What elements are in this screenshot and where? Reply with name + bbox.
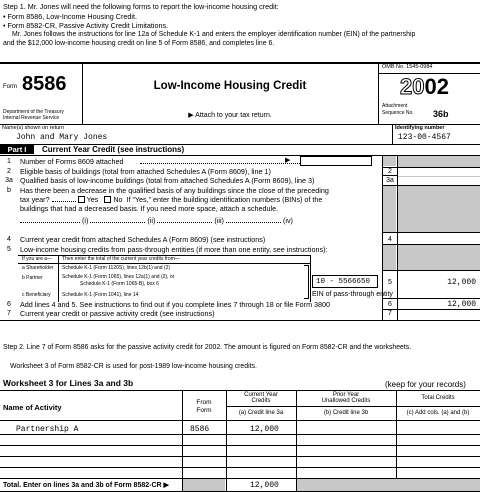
yes-checkbox[interactable] xyxy=(78,196,85,203)
omb-number: OMB No. 1545-0984 xyxy=(382,64,433,70)
bullet-form-8586: • Form 8586, Low-Income Housing Credit. xyxy=(3,13,137,21)
form-word: Form xyxy=(3,84,17,90)
lineb-text3: buildings that had a decreased basis. If you need more space, attach a schedule. xyxy=(20,204,279,213)
names-value[interactable]: John and Mary Jones xyxy=(16,133,108,142)
note-line2: and the $12,000 low-income housing credit on line 5 of Form 8586, and completes line 6. xyxy=(3,40,275,47)
l5-b-text1: Schedule K-1 (Form 1065), lines 12a(1) and (2), or xyxy=(62,274,175,280)
no-checkbox[interactable] xyxy=(104,196,111,203)
step2-text2: Worksheet 3 of Form 8582-CR is used for post-1989 low-income housing credits. xyxy=(10,363,257,370)
no-label: No xyxy=(113,195,123,204)
lineb-text1: Has there been a decrease in the qualified basis of any buildings since the close of the preceding xyxy=(20,186,329,195)
line2-box-number: 2 xyxy=(383,168,397,176)
col-from-1: From xyxy=(196,399,212,406)
dept-irs: Internal Revenue Service xyxy=(3,115,60,121)
col-prior-1: Prior Year xyxy=(332,392,360,398)
line7-text: Current year credit or passive activity credit (see instructions) xyxy=(20,309,215,318)
worksheet-keep: (keep for your records) xyxy=(385,380,466,389)
line6-box-number: 6 xyxy=(388,301,392,308)
lineb-text2: tax year? Yes No If “Yes,” enter the building identification numbers (BINs) of the xyxy=(20,195,323,204)
worksheet-title: Worksheet 3 for Lines 3a and 3b xyxy=(3,378,134,388)
line4-number: 4 xyxy=(7,236,11,243)
l5-c-text: Schedule K-1 (Form 1041), line 14 xyxy=(62,292,139,298)
col-total-sub: (c) Add cols. (a) and (b) xyxy=(406,410,470,416)
line5-box-number: 5 xyxy=(388,279,392,286)
form-title: Low-Income Housing Credit xyxy=(153,80,307,92)
l5-c-label: c Beneficiary xyxy=(22,292,51,298)
arrow-icon: ▶ xyxy=(163,482,169,489)
line7-number: 7 xyxy=(7,310,11,317)
sequence-number: 36b xyxy=(433,109,449,119)
id-value[interactable]: 123-00-4567 xyxy=(398,133,451,142)
line5-amount[interactable]: 12,000 xyxy=(447,278,476,287)
line6-amount[interactable]: 12,000 xyxy=(447,300,476,309)
line2-number: 2 xyxy=(7,168,11,175)
l5-head-left: If you are a— xyxy=(22,256,53,262)
col-current-1: Current Year xyxy=(244,392,278,398)
total-credit[interactable]: 12,000 xyxy=(250,481,279,490)
col-current-sub: (a) Credit line 3a xyxy=(238,410,284,416)
step2-text1: Step 2. Line 7 of Form 8586 asks for the passive activity credit for 2002. The amount is figured on Form 8582-CR and the worksheets. xyxy=(3,344,412,351)
l5-head-right: Then enter the total of the current year credits from— xyxy=(62,256,180,262)
row1-credit[interactable]: 12,000 xyxy=(250,425,279,434)
l5-a-label: a Shareholder xyxy=(22,265,54,271)
form-number: 8586 xyxy=(22,73,67,95)
tax-year: 2002 xyxy=(400,74,449,99)
ein-input[interactable]: 10 - 5566650 xyxy=(312,275,378,288)
yes-label: Yes xyxy=(86,195,99,204)
note-line1: Mr. Jones follows the instructions for line 12a of Schedule K-1 and enters the employer identification number (EIN) of the partnership xyxy=(12,31,416,38)
part-badge: Part I xyxy=(0,145,34,154)
col-prior-2: Unallowed Credits xyxy=(321,398,371,404)
line5-number: 5 xyxy=(7,246,11,253)
line6-number: 6 xyxy=(7,301,11,308)
bin-row: (i) (ii) (iii) (iv) xyxy=(20,217,380,225)
line4-input[interactable] xyxy=(398,233,480,244)
line6-text: Add lines 4 and 5. See instructions to find out if you complete lines 7 through 18 or file Form 3800 xyxy=(20,300,331,309)
col-from-2: Form xyxy=(196,407,212,414)
row1-activity-name[interactable]: Partnership A xyxy=(16,425,79,434)
line7-input[interactable] xyxy=(398,310,480,319)
part-title: Current Year Credit (see instructions) xyxy=(42,145,185,154)
arrow-icon: ▶ xyxy=(285,157,291,164)
total-label: Total. Enter on lines 3a and 3b of Form 8582-CR ▶ xyxy=(3,482,169,489)
dept-treasury: Department of the Treasury xyxy=(3,109,64,115)
names-label: Name(s) shown on return xyxy=(2,125,65,131)
col-prior-sub: (b) Credit line 3b xyxy=(323,410,369,416)
attachment-label: Attachment xyxy=(382,103,408,109)
col-name-activity: Name of Activity xyxy=(3,403,62,412)
step1-text: Step 1. Mr. Jones will need the following forms to report the low-income housing credit: xyxy=(3,2,279,11)
line1-text: Number of Forms 8609 attached xyxy=(20,157,124,166)
line4-box-number: 4 xyxy=(388,236,392,243)
col-current-2: Credits xyxy=(251,398,271,404)
row1-form[interactable]: 8586 xyxy=(190,425,210,434)
sequence-label: Sequence No. xyxy=(382,110,414,116)
line2-text: Eligible basis of buildings (total from attached Schedules A (Form 8609), line 1) xyxy=(20,167,271,176)
line3a-text: Qualified basis of low-income buildings (total from attached Schedules A (Form 8609), line 3) xyxy=(20,176,315,185)
l5-a-text: Schedule K-1 (Form 1120S), lines 12b(1) and (2) xyxy=(62,265,171,271)
l5-b-text2: Schedule K-1 (Form 1065-B), box 6 xyxy=(80,281,159,287)
line2-input[interactable] xyxy=(398,168,480,176)
line3a-number: 3a xyxy=(5,177,13,184)
line1-number: 1 xyxy=(7,158,11,165)
line1-input[interactable] xyxy=(300,156,372,166)
col-total-1: Total Credits xyxy=(421,395,455,401)
line5-text: Low-income housing credits from pass-through entities (if more than one entity, see instructions): xyxy=(20,245,328,254)
line3a-box-number: 3a xyxy=(383,177,397,185)
line7-box-number: 7 xyxy=(388,310,392,317)
attach-note: ▶ Attach to your tax return. xyxy=(188,112,272,119)
id-label: Identifying number xyxy=(395,125,445,131)
line4-text: Current year credit from attached Schedules A (Form 8609) (see instructions) xyxy=(20,235,266,244)
bullet-form-8582cr: • Form 8582-CR, Passive Activity Credit Limitations. xyxy=(3,22,168,30)
lineb-number: b xyxy=(7,187,11,194)
line3a-input[interactable] xyxy=(398,177,480,185)
ein-label: EIN of pass-through entity xyxy=(312,291,393,298)
l5-b-label: b Partner xyxy=(22,275,43,281)
